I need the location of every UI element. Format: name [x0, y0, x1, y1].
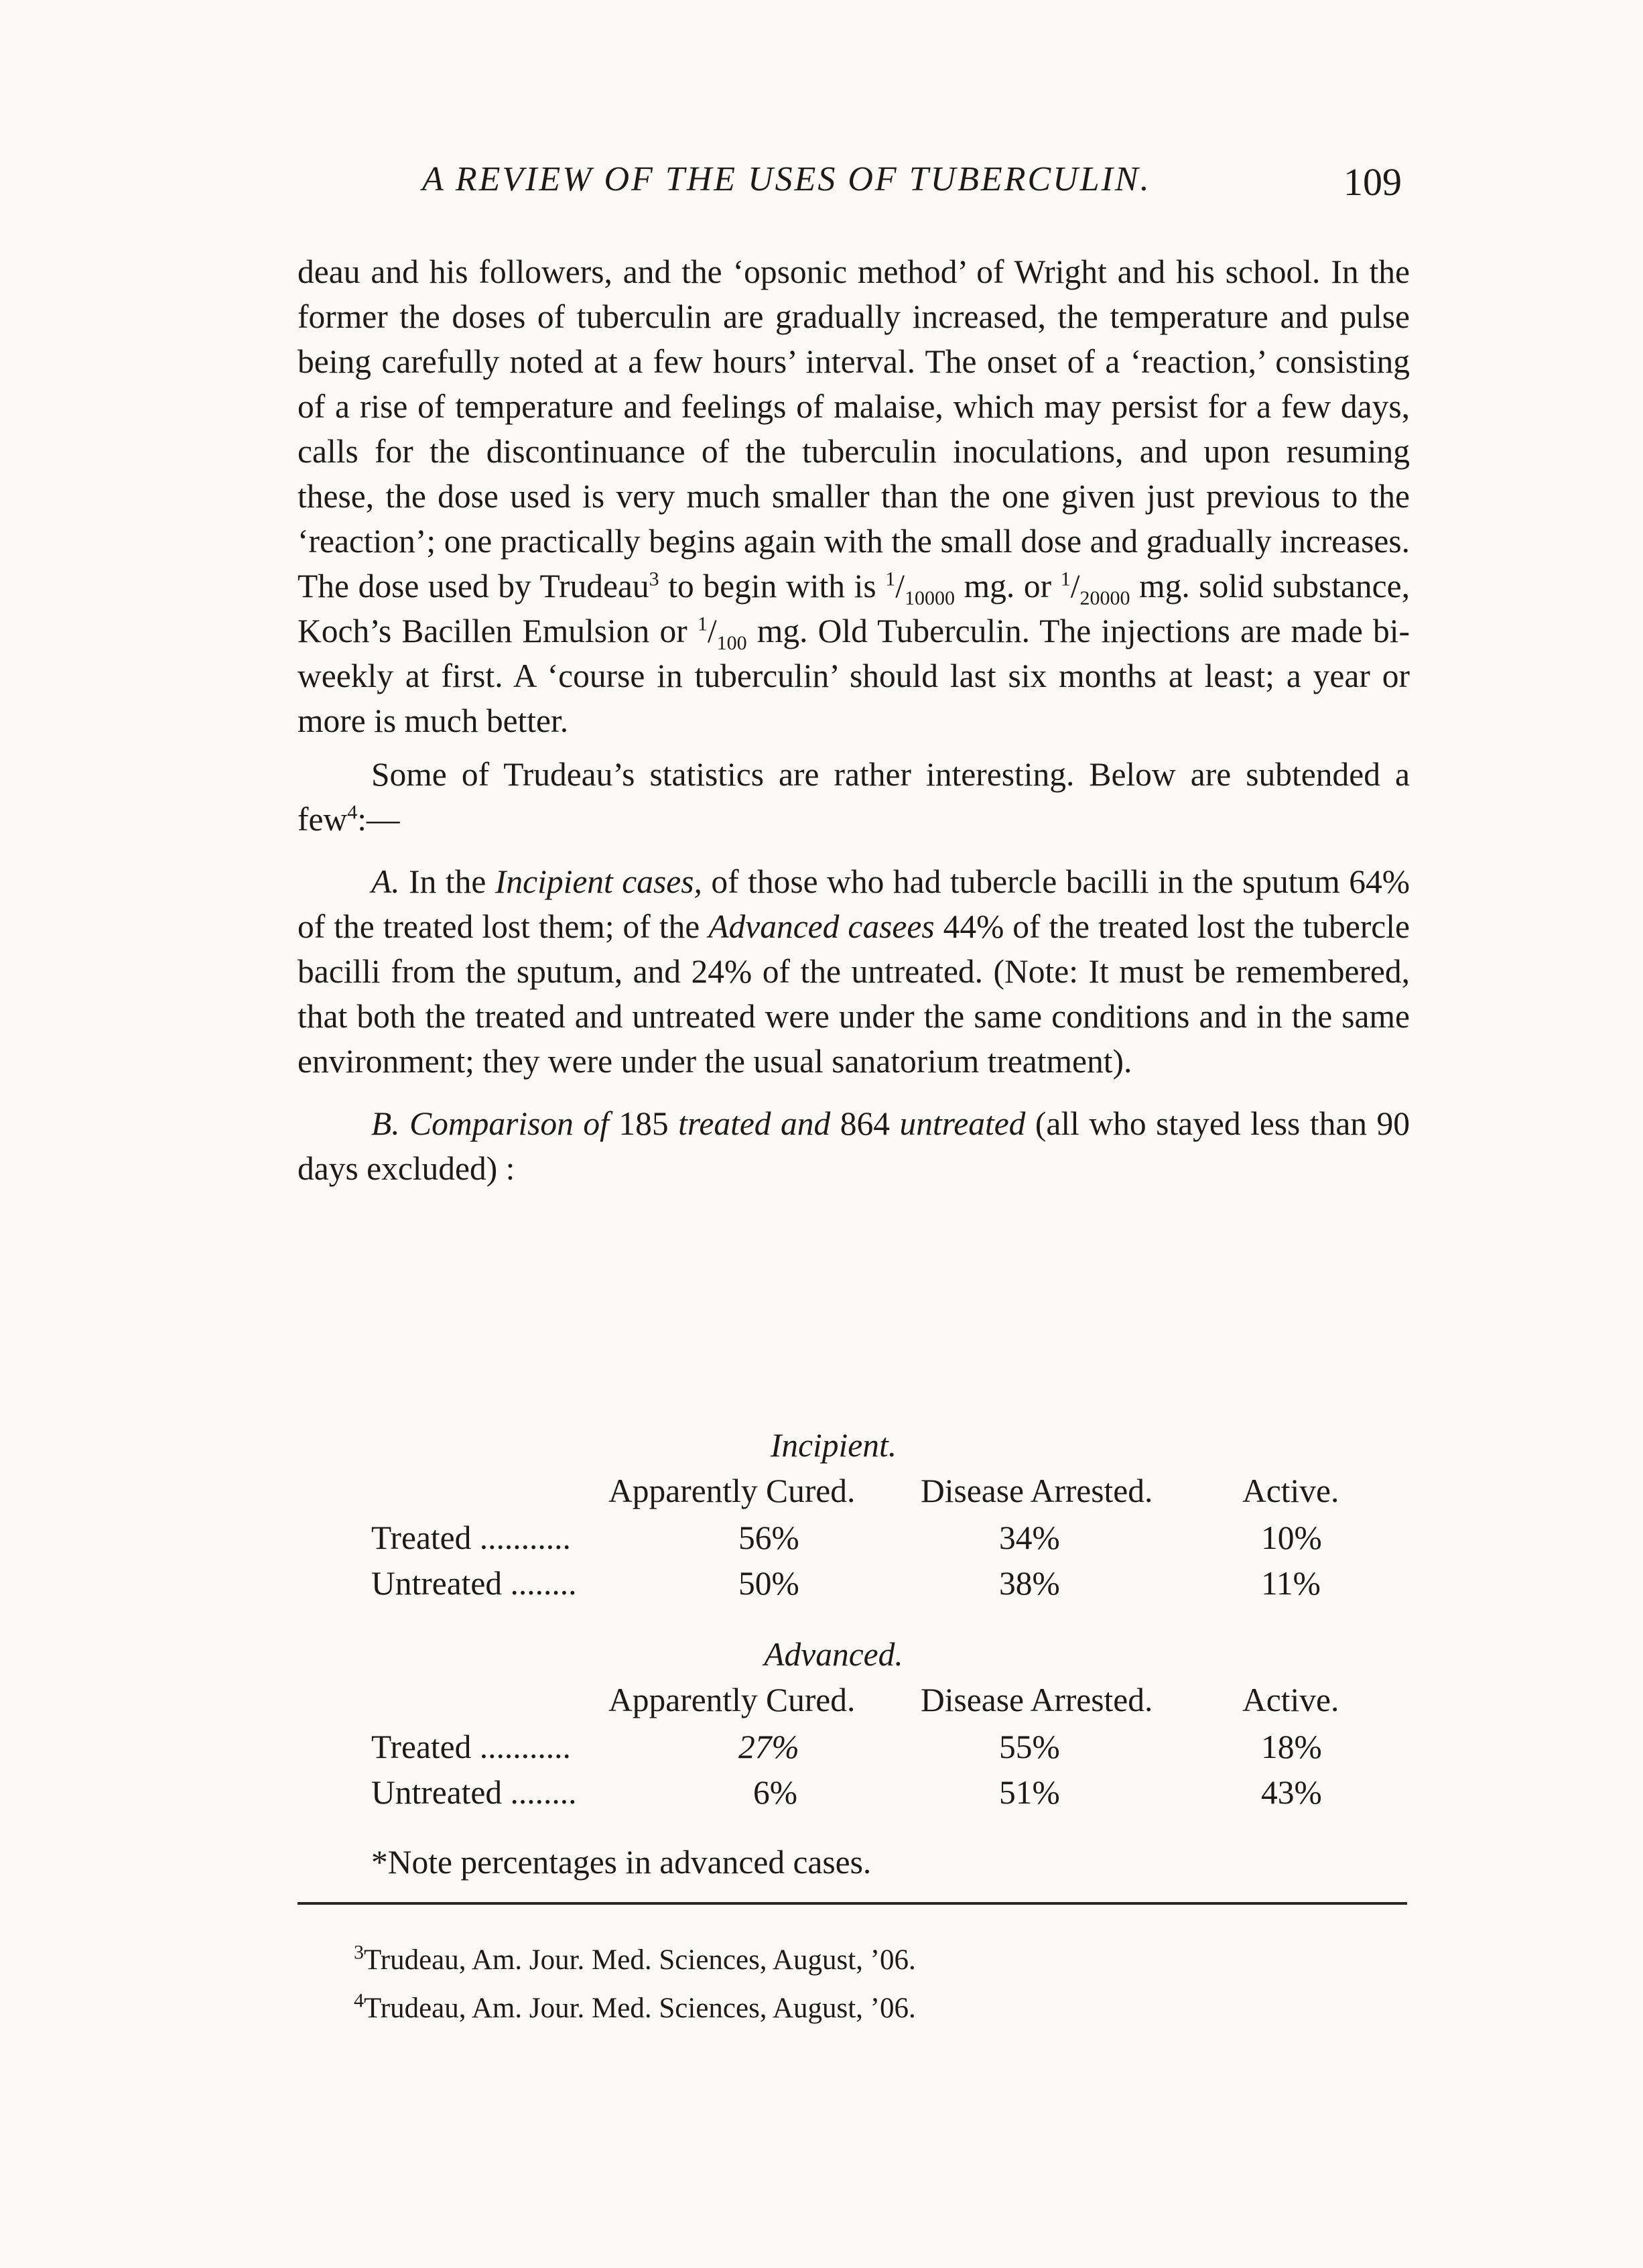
incipient-title: Incipient. — [770, 1427, 897, 1464]
advanced-title: Advanced. — [764, 1636, 903, 1673]
body-text — [298, 249, 1410, 1191]
paragraph-b: B. Comparison of 185 treated and 864 untreated (all who stayed less than 90 days excluded) : — [298, 1105, 1410, 1187]
table-cell: 34% — [999, 1519, 1060, 1556]
table-cell: 51% — [999, 1774, 1060, 1811]
footnote-4: $^4$Trudeau, Am. Jour. Med. Sciences, August, ’06. — [354, 1989, 916, 2024]
col-head-active: Active. — [1242, 1682, 1339, 1718]
table-cell: 43% — [1261, 1774, 1322, 1811]
footnote-ref-4: 4 — [347, 801, 358, 824]
table-note: *Note percentages in advanced cases. — [371, 1844, 872, 1881]
running-title: A REVIEW OF THE USES OF TUBERCULIN. — [422, 160, 1151, 198]
col-head-cured: Apparently Cured. — [608, 1472, 856, 1509]
row-label-treated: Treated ........... — [371, 1728, 571, 1765]
page-header — [402, 160, 1407, 213]
paragraph-a: A. In the Incipient cases, of those who had tubercle bacilli in the sputum 64% of the treated lost them; of the Advanced casees 44% of the treated lost the tubercle bacilli from the sputum, and 24% of the untreated. (Note: It must be remembered, that both the treated and untreated were under the same conditions and in the same environment; they were under the usual sanatorium treatment). — [298, 863, 1410, 1080]
col-head-cured: Apparently Cured. — [608, 1682, 856, 1718]
table-cell: 18% — [1261, 1728, 1322, 1765]
table-cell: 6% — [753, 1774, 797, 1811]
footnote-3: $^3$Trudeau, Am. Jour. Med. Sciences, August, ’06. — [354, 1941, 916, 1976]
table-cell: 50% — [738, 1565, 799, 1602]
table-cell: 56% — [738, 1519, 799, 1556]
page-number: 109 — [1343, 160, 1402, 204]
col-head-arrested: Disease Arrested. — [921, 1682, 1153, 1718]
row-label-untreated: Untreated ........ — [371, 1774, 577, 1811]
paragraph-1: deau and his followers, and the ‘opsonic method’ of Wright and his school. In the former the doses of tuberculin are gradually increased, the temperature and pulse being carefully noted at a few hours’ interval. The onset of a ‘reaction,’ consisting of a rise of temperature and feelings of malaise, which may persist for a few days, calls for the discontinuance of the tuberculin inoculations, and upon resuming these, the dose used is very much smaller than the one given just previous to the ‘reaction’; one practically begins again with the small dose and gradually increases. The dose used by Trudeau$^3$ to begin with is $^1/_{10000}$ mg. or $^1/_{20000}$ mg. solid substance, Koch’s Bacillen Emulsion or $^1/_{100}$ mg. Old Tuberculin. The injections are made bi-weekly at first. A ‘course in tuberculin’ should last six months at least; a year or more is much better. — [298, 253, 1410, 739]
col-head-arrested: Disease Arrested. — [921, 1472, 1153, 1509]
table-cell: 55% — [999, 1728, 1060, 1765]
table-cell: 27% — [738, 1728, 799, 1765]
table-cell: 11% — [1261, 1565, 1321, 1602]
table-cell: 38% — [999, 1565, 1060, 1602]
row-label-untreated: Untreated ........ — [371, 1565, 577, 1602]
footnote-rule — [298, 1902, 1407, 1905]
table-cell: 10% — [1261, 1519, 1322, 1556]
footnote-ref-3: 3 — [649, 568, 659, 590]
col-head-active: Active. — [1242, 1472, 1339, 1509]
paragraph-2: Some of Trudeau’s statistics are rather interesting. Below are subtended a few$^4$:— — [298, 756, 1410, 838]
row-label-treated: Treated ........... — [371, 1519, 571, 1556]
